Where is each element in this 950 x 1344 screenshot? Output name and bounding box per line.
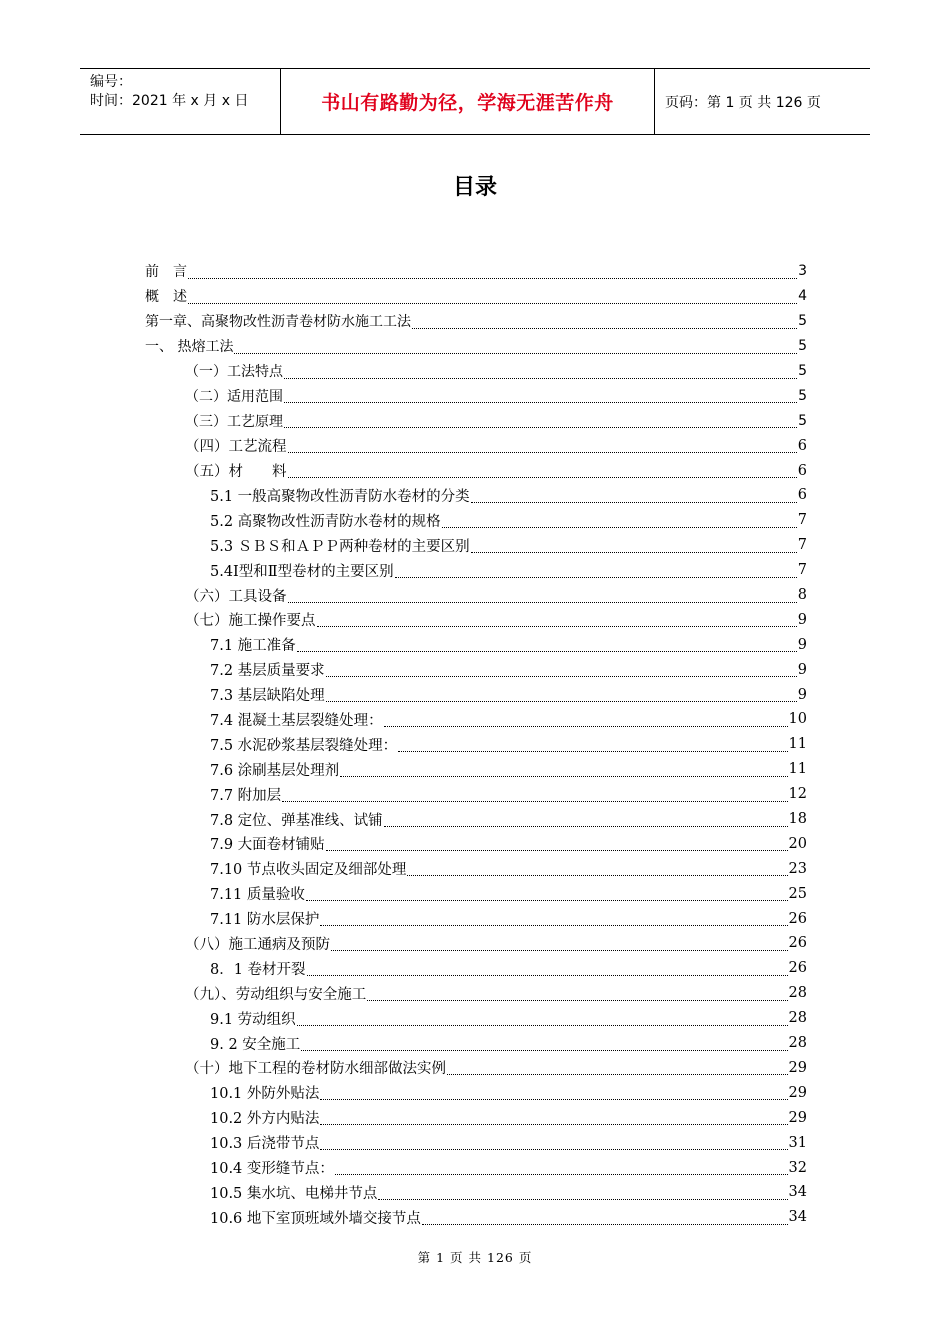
toc-entry[interactable] xyxy=(145,757,807,782)
toc-entry[interactable] xyxy=(145,707,807,732)
toc-entry-page: 26 xyxy=(788,960,807,977)
toc-entry[interactable] xyxy=(145,1130,807,1155)
toc-entry-page: 9 xyxy=(797,636,807,653)
toc-entry-page: 28 xyxy=(788,1010,807,1027)
toc-leader-dots xyxy=(378,1187,787,1200)
toc-leader-dots xyxy=(384,714,788,727)
toc-entry-label: 7.7 附加层 xyxy=(210,787,282,804)
toc-entry[interactable] xyxy=(145,657,807,682)
toc-entry-label: （九）、劳动组织与安全施工 xyxy=(185,986,367,1003)
toc-entry[interactable] xyxy=(145,1031,807,1056)
toc-entry-page: 9 xyxy=(797,611,807,628)
toc-entry-label: （四）工艺流程 xyxy=(185,439,287,456)
toc-entry-page: 29 xyxy=(788,1084,807,1101)
toc-entry-page: 12 xyxy=(788,786,807,803)
toc-entry-page: 3 xyxy=(798,263,807,280)
toc-entry-label: 前 言 xyxy=(145,264,187,281)
toc-entry-label: 7.9 大面卷材铺贴 xyxy=(210,837,325,854)
toc-entry[interactable] xyxy=(145,632,807,657)
toc-entry[interactable] xyxy=(145,458,807,483)
toc-entry-page: 6 xyxy=(797,487,807,504)
toc-leader-dots xyxy=(384,814,788,827)
toc-leader-dots xyxy=(188,291,797,304)
toc-leader-dots xyxy=(412,316,797,329)
toc-leader-dots xyxy=(317,614,797,627)
toc-entry[interactable] xyxy=(145,1155,807,1180)
toc-leader-dots xyxy=(326,689,797,702)
toc-leader-dots xyxy=(367,988,787,1001)
toc-entry-label: 5.2 高聚物改性沥青防水卷材的规格 xyxy=(210,513,441,530)
toc-entry-label: 7.8 定位、弹基准线、试铺 xyxy=(210,812,383,829)
toc-entry[interactable] xyxy=(145,607,807,632)
toc-entry[interactable] xyxy=(145,1205,807,1230)
toc-entry-page: 31 xyxy=(788,1134,807,1151)
toc-leader-dots xyxy=(288,590,797,603)
toc-entry[interactable] xyxy=(145,284,807,309)
toc-leader-dots xyxy=(306,888,788,901)
toc-leader-dots xyxy=(340,764,787,777)
toc-entry-page: 10 xyxy=(788,711,807,728)
toc-leader-dots xyxy=(331,938,788,951)
toc-entry-page: 5 xyxy=(798,313,807,330)
toc-entry[interactable] xyxy=(145,533,807,558)
toc-entry[interactable] xyxy=(145,682,807,707)
header-number-label: 编号： xyxy=(90,74,132,90)
toc-leader-dots xyxy=(307,963,788,976)
toc-entry[interactable] xyxy=(145,508,807,533)
toc-leader-dots xyxy=(234,341,797,354)
toc-leader-dots xyxy=(320,1087,787,1100)
toc-leader-dots xyxy=(326,838,788,851)
table-of-contents xyxy=(145,259,807,1230)
toc-entry-label: 7.11 防水层保护 xyxy=(210,912,320,929)
toc-entry-page: 26 xyxy=(788,910,807,927)
toc-entry-label: 7.11 质量验收 xyxy=(210,887,305,904)
toc-entry-label: 10.5 集水坑、电梯井节点 xyxy=(210,1185,378,1202)
toc-leader-dots xyxy=(320,1112,787,1125)
page-title: 目录 xyxy=(452,175,497,200)
toc-entry[interactable] xyxy=(145,1056,807,1081)
toc-leader-dots xyxy=(297,639,797,652)
toc-entry-label: 7.10 节点收头固定及细部处理 xyxy=(210,862,407,879)
toc-entry-page: 6 xyxy=(797,462,807,479)
toc-entry-label: 第一章、高聚物改性沥青卷材防水施工工法 xyxy=(145,314,411,331)
toc-entry-label: 10.2 外方内贴法 xyxy=(210,1111,320,1128)
toc-entry-page: 8 xyxy=(797,587,807,604)
toc-entry-page: 11 xyxy=(788,761,807,778)
toc-entry[interactable] xyxy=(145,359,807,384)
toc-entry[interactable] xyxy=(145,1180,807,1205)
toc-leader-dots xyxy=(471,540,797,553)
toc-entry[interactable] xyxy=(145,906,807,931)
page-footer: 第 1 页 共 126 页 xyxy=(417,1250,533,1265)
toc-entry-label: 7.2 基层质量要求 xyxy=(210,663,325,680)
toc-entry-label: 8．1 卷材开裂 xyxy=(210,961,306,978)
toc-entry-page: 29 xyxy=(788,1059,807,1076)
toc-entry-page: 28 xyxy=(788,985,807,1002)
toc-entry-page: 4 xyxy=(798,288,807,305)
toc-entry-page: 29 xyxy=(788,1109,807,1126)
toc-entry-page: 6 xyxy=(797,437,807,454)
toc-entry-label: （八）施工通病及预防 xyxy=(185,936,330,953)
toc-entry-label: 9. 2 安全施工 xyxy=(210,1036,301,1053)
toc-leader-dots xyxy=(335,1162,788,1175)
header-motto: 书山有路勤为径，学海无涯苦作舟 xyxy=(281,69,655,134)
toc-entry[interactable] xyxy=(145,408,807,433)
toc-entry[interactable] xyxy=(145,334,807,359)
toc-entry-page: 5 xyxy=(798,363,807,379)
toc-leader-dots xyxy=(284,390,797,403)
toc-entry-page: 20 xyxy=(788,835,807,852)
toc-entry-label: 7.3 基层缺陷处理 xyxy=(210,688,325,705)
header-meta xyxy=(80,69,281,134)
toc-entry-page: 9 xyxy=(797,686,807,703)
toc-leader-dots xyxy=(188,266,797,279)
toc-entry-page: 7 xyxy=(797,512,807,529)
toc-entry-page: 18 xyxy=(788,811,807,828)
toc-entry[interactable] xyxy=(145,931,807,956)
toc-leader-dots xyxy=(288,440,797,453)
toc-entry-label: 7.6 涂刷基层处理剂 xyxy=(210,762,340,779)
toc-leader-dots xyxy=(442,515,797,528)
toc-leader-dots xyxy=(320,913,787,926)
toc-entry[interactable] xyxy=(145,483,807,508)
toc-entry-page: 34 xyxy=(788,1184,807,1201)
toc-entry[interactable] xyxy=(145,732,807,757)
toc-entry-label: 7.4 混凝土基层裂缝处理： xyxy=(210,712,383,729)
toc-entry[interactable] xyxy=(145,981,807,1006)
toc-leader-dots xyxy=(407,863,787,876)
toc-entry[interactable] xyxy=(145,831,807,856)
toc-entry-label: （二）适用范围 xyxy=(185,388,283,405)
toc-entry[interactable] xyxy=(145,1006,807,1031)
toc-entry-page: 34 xyxy=(788,1209,807,1226)
toc-leader-dots xyxy=(320,1137,787,1150)
toc-entry[interactable] xyxy=(145,1080,807,1105)
toc-entry-label: （一）工法特点 xyxy=(185,364,283,380)
toc-entry[interactable] xyxy=(145,807,807,832)
toc-entry[interactable] xyxy=(145,309,807,334)
toc-entry-label: 10.3 后浇带节点 xyxy=(210,1136,320,1153)
toc-entry-label: 概 述 xyxy=(145,289,187,306)
toc-entry[interactable] xyxy=(145,383,807,408)
toc-entry-page: 32 xyxy=(788,1159,807,1176)
toc-entry-label: 10.1 外防外贴法 xyxy=(210,1086,320,1103)
toc-entry-page: 5 xyxy=(798,387,807,404)
toc-entry-label: 9.1 劳动组织 xyxy=(210,1011,296,1028)
header-page-info: 页码：第 1 页 共 126 页 xyxy=(665,94,821,111)
header-date-label: 时间：2021 年 x 月 x 日 xyxy=(90,93,249,109)
toc-leader-dots xyxy=(282,789,787,802)
toc-entry[interactable] xyxy=(145,583,807,608)
toc-entry-label: 7.5 水泥砂浆基层裂缝处理： xyxy=(210,737,398,754)
toc-entry[interactable] xyxy=(145,881,807,906)
toc-entry-page: 5 xyxy=(798,338,807,355)
toc-entry-label: 5.1 一般高聚物改性沥青防水卷材的分类 xyxy=(210,488,470,505)
toc-entry-page: 9 xyxy=(797,661,807,678)
toc-entry-label: 7.1 施工准备 xyxy=(210,638,296,655)
page-header xyxy=(80,68,870,135)
toc-leader-dots xyxy=(398,739,787,752)
toc-leader-dots xyxy=(471,490,797,503)
toc-entry[interactable] xyxy=(145,956,807,981)
toc-entry-label: 一、 热熔工法 xyxy=(145,339,234,356)
toc-entry-page: 28 xyxy=(788,1035,807,1052)
toc-leader-dots xyxy=(301,1038,787,1051)
toc-entry-page: 11 xyxy=(788,736,807,753)
toc-entry-label: 10.6 地下室顶班域外墙交接节点 xyxy=(210,1210,421,1227)
toc-entry[interactable] xyxy=(145,259,807,284)
toc-leader-dots xyxy=(284,415,797,428)
toc-entry-page: 26 xyxy=(788,935,807,952)
toc-entry-label: （十）地下工程的卷材防水细部做法实例 xyxy=(185,1061,446,1078)
toc-entry-label: （六）工具设备 xyxy=(185,588,287,605)
toc-entry-label: （七）施工操作要点 xyxy=(185,613,316,630)
toc-leader-dots xyxy=(447,1062,788,1075)
toc-leader-dots xyxy=(284,366,797,379)
toc-entry[interactable] xyxy=(145,433,807,458)
toc-entry[interactable] xyxy=(145,1105,807,1130)
toc-leader-dots xyxy=(288,465,797,478)
toc-entry[interactable] xyxy=(145,856,807,881)
toc-leader-dots xyxy=(395,565,797,578)
toc-entry-label: （三）工艺原理 xyxy=(185,413,283,430)
toc-leader-dots xyxy=(326,664,797,677)
toc-entry-page: 7 xyxy=(797,537,807,554)
toc-entry[interactable] xyxy=(145,558,807,583)
toc-entry-page: 23 xyxy=(788,860,807,877)
toc-entry-page: 5 xyxy=(798,412,807,429)
toc-entry-label: 5.4Ⅰ型和Ⅱ型卷材的主要区别 xyxy=(210,563,394,580)
toc-entry[interactable] xyxy=(145,782,807,807)
toc-entry-page: 25 xyxy=(788,885,807,902)
toc-entry-label: 10.4 变形缝节点： xyxy=(210,1161,334,1177)
toc-leader-dots xyxy=(422,1212,788,1225)
toc-entry-page: 7 xyxy=(797,562,807,579)
toc-leader-dots xyxy=(297,1013,788,1026)
toc-entry-label: 5.3 ＳＢＳ和ＡＰＰ两种卷材的主要区别 xyxy=(210,538,470,555)
toc-entry-label: （五）材 料 xyxy=(185,464,287,481)
